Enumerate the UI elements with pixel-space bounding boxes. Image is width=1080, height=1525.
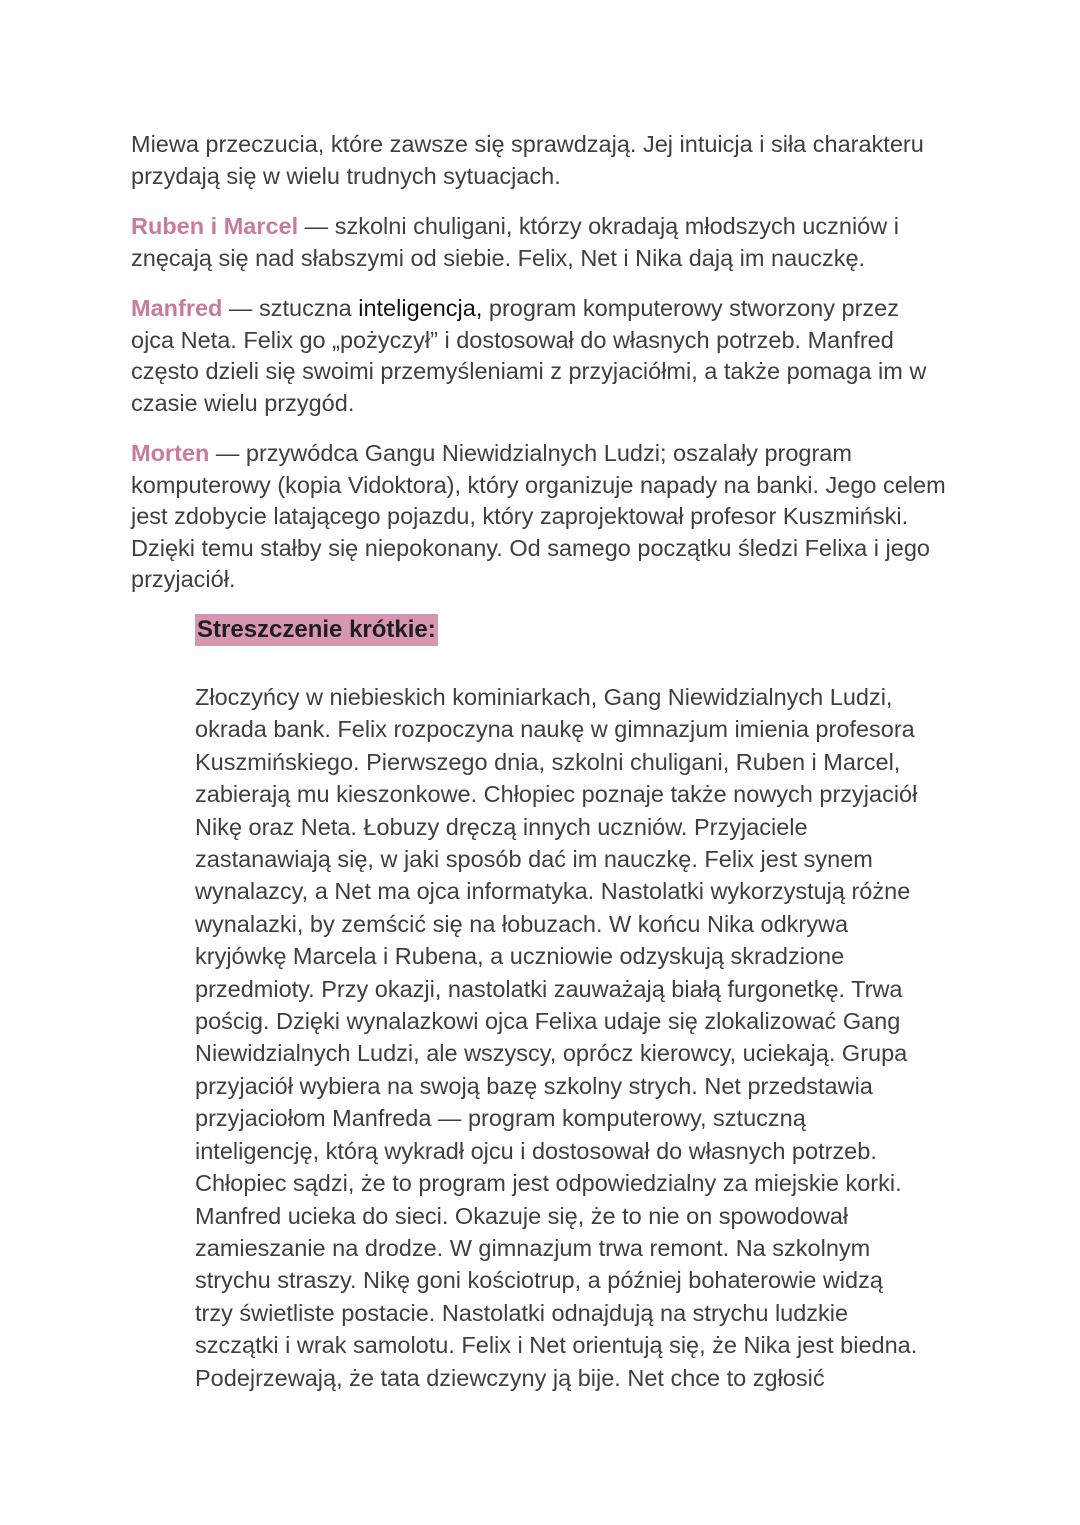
text-line: wynalazcy, a Net ma ojca informatyka. Nastolatki wykorzystują różne (195, 878, 911, 905)
text-line: czasie wielu przygód. (131, 389, 355, 416)
text-line: wynalazki, by zemścić się na łobuzach. W końcu Nika odkrywa (195, 910, 849, 937)
text-line: Miewa przeczucia, które zawsze się sprawdzają. Jej intuicja i siła charakteru (131, 131, 924, 157)
character-ruben-marcel (131, 211, 961, 274)
text-line: przyjaciół wybiera na swoją bazę szkolny strych. Net przedstawia (195, 1072, 873, 1099)
character-name: Manfred (131, 295, 223, 321)
text-line: Złoczyńcy w niebieskich kominiarkach, Gang Niewidzialnych Ludzi, (195, 684, 893, 710)
text-line: Niewidzialnych Ludzi, ale wszyscy, oprócz kierowcy, uciekają. Grupa (195, 1040, 908, 1067)
text-line: zabierają mu kieszonkowe. Chłopiec poznaje także nowych przyjaciół (195, 781, 918, 808)
text-line: strychu straszy. Nikę goni kościotrup, a później bohaterowie widzą (195, 1267, 883, 1294)
text-line: przedmioty. Przy okazji, nastolatki zauważają białą furgonetkę. Trwa (195, 975, 903, 1002)
text-line: przyjaciół. (131, 566, 236, 592)
highlighted-word: inteligencja, (358, 295, 483, 321)
text-line: Kuszmińskiego. Pierwszego dnia, szkolni chuligani, Ruben i Marcel, (195, 748, 901, 775)
text-line: kryjówkę Marcela i Rubena, a uczniowie odzyskują skradzione (195, 943, 845, 970)
text-line: trzy świetliste postacie. Nastolatki odnajdują na strychu ludzkie (195, 1299, 849, 1326)
section-heading: Streszczenie krótkie: (195, 614, 438, 646)
text-line: inteligencję, którą wykradł ojcu i dostosował do własnych potrzeb. (195, 1137, 877, 1164)
text-line: okrada bank. Felix rozpoczyna naukę w gimnazjum imienia profesora (195, 716, 915, 743)
text-line: Chłopiec sądzi, że to program jest odpowiedzialny za miejskie korki. (195, 1170, 902, 1197)
character-description: — sztuczna (222, 295, 359, 321)
character-description: — szkolni chuligani, którzy okradają młodszych uczniów i (298, 213, 899, 239)
character-description: — przywódca Gangu Niewidzialnych Ludzi; oszalały program (209, 440, 852, 466)
character-name: Morten (131, 440, 210, 466)
text-line: szczątki i wrak samolotu. Felix i Net orientują się, że Nika jest biedna. (195, 1332, 918, 1359)
character-description: program komputerowy stworzony przez (482, 295, 899, 321)
text-line: znęcają się nad słabszymi od siebie. Felix, Net i Nika dają im nauczkę. (131, 244, 866, 271)
text-line: Manfred ucieka do sieci. Okazuje się, że to nie on spowodował (195, 1202, 849, 1229)
text-line: zastanawiają się, w jaki sposób dać im nauczkę. Felix jest synem (195, 846, 873, 873)
text-line: pościg. Dzięki wynalazkowi ojca Felixa udaje się zlokalizować Gang (195, 1008, 901, 1035)
text-line: ojca Neta. Felix go „pożyczył” i dostosował do własnych potrzeb. Manfred (131, 326, 894, 353)
text-line: jest zdobycie latającego pojazdu, który zaprojektował profesor Kuszmiński. (131, 503, 909, 529)
intro-paragraph (131, 129, 961, 192)
text-line: przyjaciołom Manfreda — program komputerowy, sztuczną (195, 1105, 806, 1132)
character-name: Ruben i Marcel (131, 213, 299, 239)
text-line: przydają się w wielu trudnych sytuacjach. (131, 162, 561, 189)
text-line: komputerowy (kopia Vidoktora), który organizuje napady na banki. Jego celem (131, 471, 946, 498)
text-line: Nikę oraz Neta. Łobuzy dręczą innych uczniów. Przyjaciele (195, 813, 808, 840)
summary-paragraph (195, 681, 1055, 1394)
character-manfred (131, 293, 961, 419)
text-line: Podejrzewają, że tata dziewczyny ją bije. Net chce to zgłosić (195, 1364, 825, 1391)
text-line: Dzięki temu stałby się niepokonany. Od samego początku śledzi Felixa i jego (131, 534, 930, 561)
character-morten (131, 438, 961, 596)
text-line: zamieszanie na drodze. W gimnazjum trwa remont. Na szkolnym (195, 1234, 871, 1261)
text-line: często dzieli się swoimi przemyśleniami z przyjaciółmi, a także pomaga im w (131, 358, 927, 384)
